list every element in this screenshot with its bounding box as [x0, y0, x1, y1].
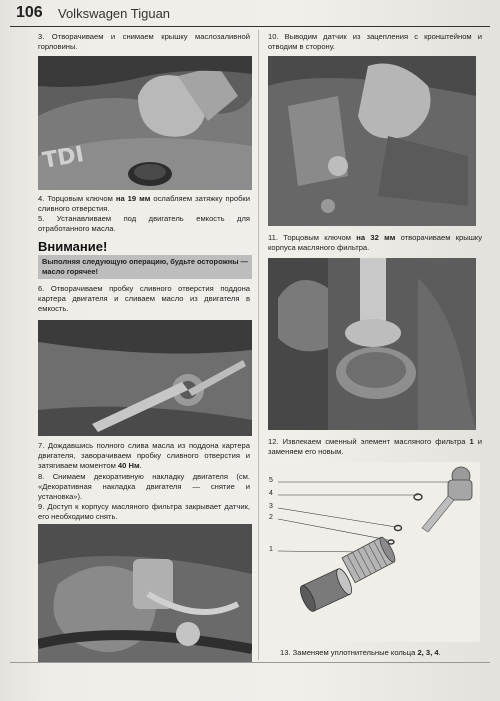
- step-3-text: 3. Отворачиваем и снимаем крышку маслозаливной горловины.: [38, 32, 250, 51]
- step-13-text: 13. Заменяем уплотнительные кольца 2, 3, 4.: [280, 648, 441, 657]
- step-7-text: 7. Дождавшись полного слива масла из поддона картера двигателя, заворачиваем пробку сливного отверстия и затягиваем моментом 40 Нм.: [38, 441, 250, 470]
- callout-2: 2: [269, 514, 273, 521]
- warning-heading: Внимание!: [38, 239, 108, 254]
- bottom-rule: [10, 662, 490, 663]
- tdi-logo: TDI: [40, 142, 86, 174]
- photo-filter-housing-cap: [268, 258, 476, 430]
- step-5-text: 5. Устанавливаем под двигатель емкость для отработанного масла.: [38, 214, 250, 233]
- step-11-text: 11. Торцовым ключом на 32 мм отворачиваем крышку корпуса масляного фильтра.: [268, 233, 482, 252]
- page-header: [10, 4, 490, 27]
- step-4-text: 4. Торцовым ключом на 19 мм ослабляем затяжку пробки сливного отверстия.: [38, 194, 250, 213]
- step-9-text: 9. Доступ к корпусу масляного фильтра закрывает датчик, его необходимо снять.: [38, 502, 250, 521]
- warning-box: Выполняя следующую операцию, будьте осторожны — масло горячее!: [38, 255, 252, 279]
- callout-4: 4: [269, 490, 273, 497]
- callout-1: 1: [269, 546, 273, 553]
- book-title: Volkswagen Tiguan: [58, 6, 171, 21]
- column-divider: [258, 30, 259, 660]
- page-number: 106: [16, 4, 43, 21]
- filter-parts-diagram: [268, 462, 480, 642]
- callout-5: 5: [269, 477, 273, 484]
- callout-3: 3: [269, 503, 273, 510]
- photo-sensor-bracket: [268, 56, 476, 226]
- step-6-text: 6. Отворачиваем пробку сливного отверстия поддона картера двигателя и сливаем масло из двигателя в емкость.: [38, 284, 250, 313]
- step-8-text: 8. Снимаем декоративную накладку двигателя (см. «Декоративная накладка двигателя — снятие и установка»).: [38, 472, 250, 501]
- photo-sensor-access: [38, 524, 252, 662]
- photo-oil-filler-cap: [38, 56, 252, 190]
- step-10-text: 10. Выводим датчик из зацепления с кронштейном и отводим в сторону.: [268, 32, 482, 51]
- step-12-text: 12. Извлекаем сменный элемент масляного фильтра 1 и заменяем его новым.: [268, 437, 482, 456]
- photo-drain-plug: [38, 320, 252, 436]
